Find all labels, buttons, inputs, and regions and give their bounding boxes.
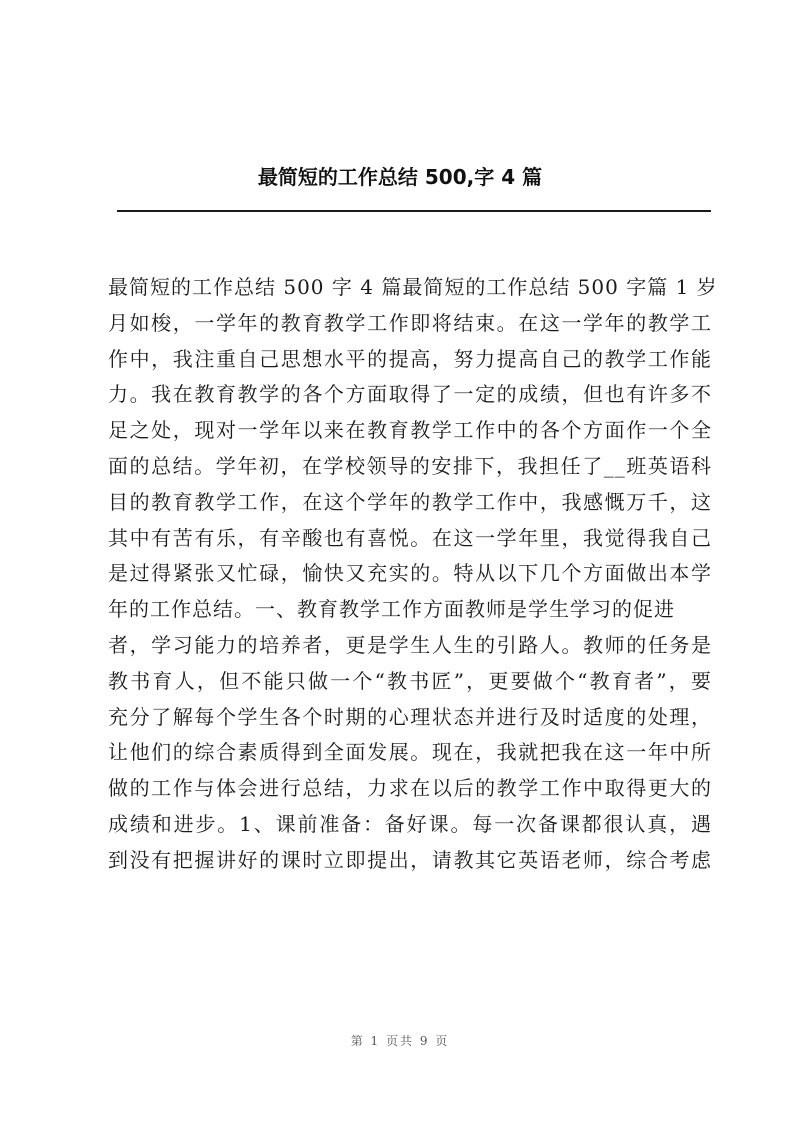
body-line: 教书育人，但不能只做一个“教书匠”，更要做个“教育者”，要 [108,668,712,693]
document-body [108,270,718,879]
body-line: 其中有苦有乐，有辛酸也有喜悦。在这一学年里，我觉得我自己 [108,525,712,550]
document-title: 最简短的工作总结 500,字 4 篇 [257,165,543,189]
body-line: 最简短的工作总结 500 字 4 篇最简短的工作总结 500 字篇 1 岁 [108,275,718,299]
body-line: 是过得紧张又忙碌，愉快又充实的。特从以下几个方面做出本学 [108,561,712,586]
body-line: 年的工作总结。一、教育教学工作方面教师是学生学习的促进 [108,597,675,622]
body-line: 做的工作与体会进行总结，力求在以后的教学工作中取得更大的 [108,776,712,801]
title-divider [117,210,711,212]
body-line: 充分了解每个学生各个时期的心理状态并进行及时适度的处理， [108,704,712,729]
body-line: 目的教育教学工作，在这个学年的教学工作中，我感慨万千，这 [108,489,712,514]
body-line: 成绩和进步。1、课前准备：备好课。每一次备课都很认真，遇 [108,811,712,836]
body-line: 作中，我注重自己思想水平的提高，努力提高自己的教学工作能 [108,346,712,371]
body-line: 月如梭，一学年的教育教学工作即将结束。在这一学年的教学工 [108,310,712,335]
body-line: 者，学习能力的培养者，更是学生人生的引路人。教师的任务是 [108,632,712,657]
body-line: 足之处，现对一学年以来在教育教学工作中的各个方面作一个全 [108,418,712,443]
body-line: 到没有把握讲好的课时立即提出，请教其它英语老师，综合考虑 [108,847,712,872]
page-number-footer: 第 1 页共 9 页 [350,1034,450,1048]
body-line: 让他们的综合素质得到全面发展。现在，我就把我在这一年中所 [108,740,712,765]
body-line: 面的总结。学年初，在学校领导的安排下，我担任了__班英语科 [108,453,712,478]
body-line: 力。我在教育教学的各个方面取得了一定的成绩，但也有许多不 [108,382,712,407]
